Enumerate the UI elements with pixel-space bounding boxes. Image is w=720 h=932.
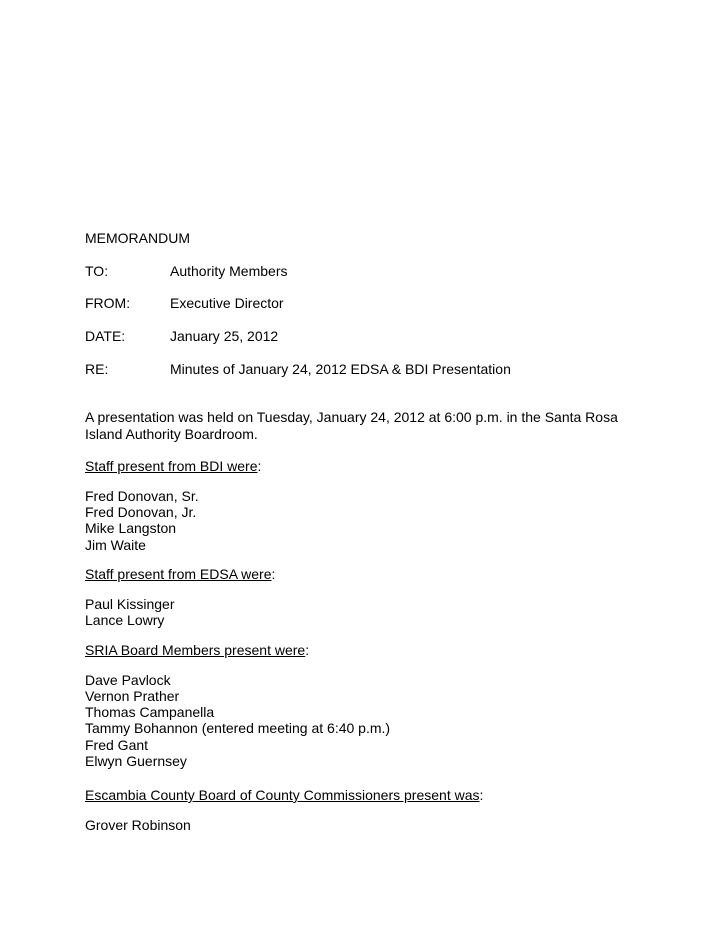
intro-line-1: A presentation was held on Tuesday, January 24, 2012 at 6:00 p.m. in the Santa Rosa — [85, 409, 618, 425]
intro-line-2: Island Authority Boardroom. — [85, 426, 258, 442]
bdi-heading — [85, 458, 261, 475]
sria-name: Dave Pavlock — [85, 672, 171, 688]
sria-name: Fred Gant — [85, 737, 149, 753]
bdi-heading-text: Staff present from BDI were — [85, 458, 258, 474]
bdi-name: Fred Donovan, Jr. — [85, 504, 197, 520]
to-label: TO: — [85, 263, 109, 279]
sria-name: Thomas Campanella — [85, 704, 215, 720]
to-value: Authority Members — [170, 263, 288, 279]
edsa-heading-text: Staff present from EDSA were — [85, 566, 272, 582]
memo-title: MEMORANDUM — [85, 230, 190, 246]
county-heading-colon: : — [479, 787, 484, 803]
bdi-name: Fred Donovan, Sr. — [85, 488, 199, 504]
sria-heading-text: SRIA Board Members present were — [85, 642, 306, 658]
sria-name: Vernon Prather — [85, 688, 180, 704]
county-heading-text: Escambia County Board of County Commissioners present was — [85, 787, 480, 803]
bdi-name: Jim Waite — [85, 537, 146, 553]
sria-name: Tammy Bohannon (entered meeting at 6:40 p.m.) — [85, 720, 391, 736]
county-heading — [85, 787, 483, 804]
edsa-name: Lance Lowry — [85, 612, 165, 628]
sria-heading-colon: : — [305, 642, 310, 658]
sria-name: Elwyn Guernsey — [85, 753, 187, 769]
county-name: Grover Robinson — [85, 817, 191, 833]
date-value: January 25, 2012 — [170, 328, 279, 344]
re-label: RE: — [85, 361, 109, 377]
edsa-heading — [85, 566, 275, 583]
date-label: DATE: — [85, 328, 126, 344]
re-value: Minutes of January 24, 2012 EDSA & BDI Presentation — [170, 361, 511, 377]
from-label: FROM: — [85, 295, 131, 311]
from-value: Executive Director — [170, 295, 284, 311]
edsa-heading-colon: : — [271, 566, 276, 582]
sria-heading — [85, 642, 309, 659]
bdi-heading-colon: : — [257, 458, 262, 474]
bdi-name: Mike Langston — [85, 520, 177, 536]
edsa-name: Paul Kissinger — [85, 596, 175, 612]
